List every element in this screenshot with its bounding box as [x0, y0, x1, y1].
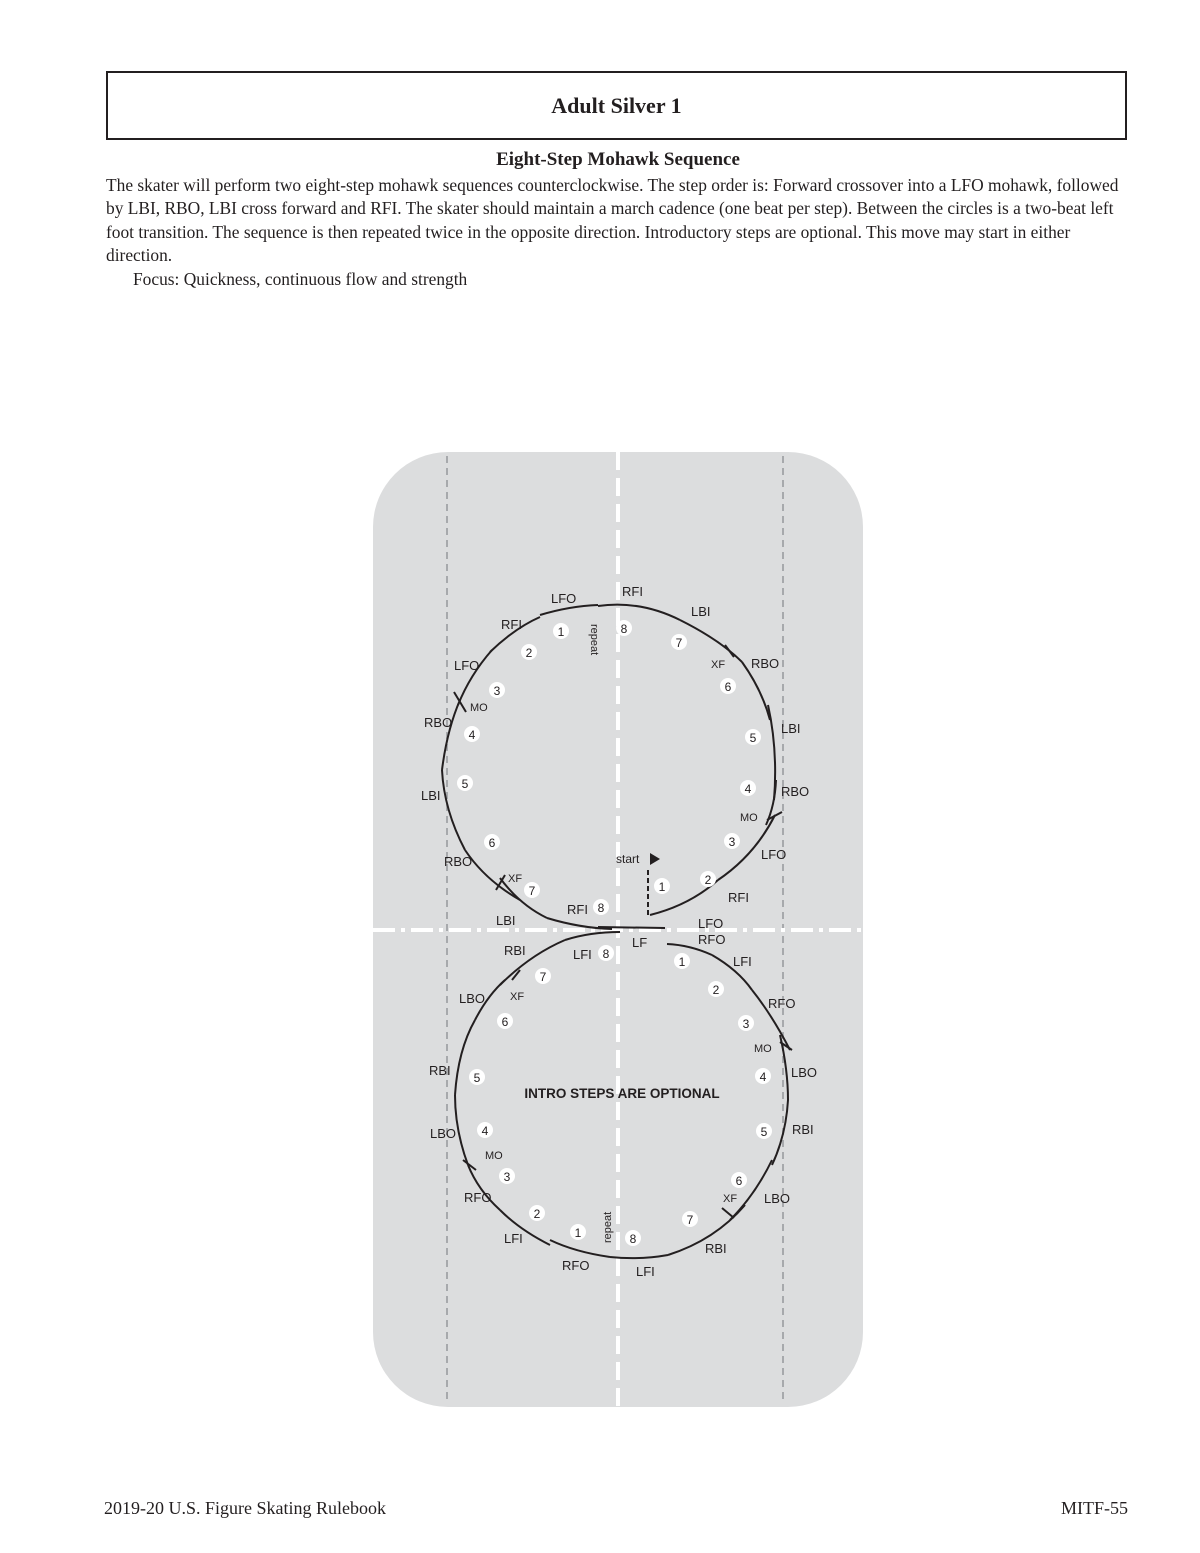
- label-lbi: LBI: [421, 788, 441, 803]
- label-rfo: RFO: [698, 932, 726, 947]
- label-lfi: LFI: [504, 1231, 523, 1246]
- edge-top-lfo-bottom: [598, 927, 665, 928]
- label-lbi: LBI: [496, 913, 516, 928]
- page-title: Adult Silver 1: [551, 93, 682, 118]
- label-lfi: LFI: [733, 954, 752, 969]
- label-rbi: RBI: [792, 1122, 814, 1137]
- transition-label: LF: [632, 935, 648, 950]
- svg-text:7: 7: [539, 970, 547, 984]
- label-lbo: LBO: [764, 1191, 791, 1206]
- step-badge: [553, 623, 569, 639]
- step-badge: [740, 780, 756, 796]
- note-mohawk: MO: [470, 702, 488, 714]
- label-lfo: LFO: [454, 658, 480, 673]
- svg-text:5: 5: [760, 1125, 768, 1139]
- step-badge: [671, 634, 687, 650]
- note-crossover: XF: [508, 873, 523, 885]
- label-rfo: RFO: [464, 1190, 492, 1205]
- svg-text:5: 5: [749, 731, 757, 745]
- step-badge: [616, 620, 632, 636]
- label-rfo: RFO: [768, 996, 796, 1011]
- step-badge: [497, 1013, 513, 1029]
- label-lfi: LFI: [636, 1264, 655, 1279]
- step-badge: [738, 1015, 754, 1031]
- label-rfi: RFI: [501, 617, 522, 632]
- repeat-label-top: repeat: [588, 624, 600, 656]
- step-badge: [654, 878, 670, 894]
- step-badge: [570, 1224, 586, 1240]
- step-badge: [700, 871, 716, 887]
- focus-line: Focus: Quickness, continuous flow and strength: [133, 268, 468, 289]
- svg-text:7: 7: [528, 884, 536, 898]
- svg-text:4: 4: [759, 1070, 767, 1084]
- intro-note: INTRO STEPS ARE OPTIONAL: [524, 1086, 720, 1101]
- svg-text:4: 4: [468, 728, 476, 742]
- svg-text:7: 7: [686, 1213, 694, 1227]
- svg-text:2: 2: [533, 1207, 541, 1221]
- label-lbo: LBO: [791, 1065, 818, 1080]
- svg-text:8: 8: [629, 1232, 637, 1246]
- label-rfi: RFI: [622, 584, 643, 599]
- label-rbo: RBO: [751, 656, 780, 671]
- label-lbo: LBO: [430, 1126, 457, 1141]
- svg-text:6: 6: [501, 1015, 509, 1029]
- note-crossover: XF: [510, 991, 525, 1003]
- svg-text:6: 6: [488, 836, 496, 850]
- label-rfo: RFO: [562, 1258, 590, 1273]
- step-badge: [731, 1172, 747, 1188]
- step-badge: [521, 644, 537, 660]
- description-paragraph: The skater will perform two eight-step mohawk sequences counterclockwise. The step order is: Forward crossover into a LFO mohawk, followed by LBI, RBO, LBI cross forward and RFI. The skater should maintain a march cadence (one beat per step). Between the circles is a two-beat left foot transition. The sequence is then repeated twice in the opposite direction. Introductory steps are optional. This move may start in either direction.: [106, 175, 1119, 266]
- label-rbo: RBO: [781, 784, 810, 799]
- svg-text:4: 4: [481, 1124, 489, 1138]
- step-badge: [477, 1122, 493, 1138]
- label-lbo: LBO: [459, 991, 486, 1006]
- svg-text:3: 3: [728, 835, 736, 849]
- label-rbo: RBO: [444, 854, 473, 869]
- label-rfi: RFI: [567, 902, 588, 917]
- label-rfi: RFI: [728, 890, 749, 905]
- step-badge: [469, 1069, 485, 1085]
- label-lfo: LFO: [551, 591, 577, 606]
- step-badge: [708, 981, 724, 997]
- svg-text:1: 1: [658, 880, 666, 894]
- step-badge: [524, 882, 540, 898]
- step-badge: [489, 682, 505, 698]
- label-lfi: LFI: [573, 947, 592, 962]
- svg-text:7: 7: [675, 636, 683, 650]
- step-badge: [529, 1205, 545, 1221]
- note-mohawk: MO: [754, 1043, 772, 1055]
- step-badge: [724, 833, 740, 849]
- svg-text:6: 6: [724, 680, 732, 694]
- svg-text:1: 1: [557, 625, 565, 639]
- step-badge: [755, 1068, 771, 1084]
- step-badge: [745, 729, 761, 745]
- svg-text:4: 4: [744, 782, 752, 796]
- note-mohawk: MO: [740, 812, 758, 824]
- svg-text:6: 6: [735, 1174, 743, 1188]
- note-crossover: XF: [711, 659, 726, 671]
- section-title: Eight-Step Mohawk Sequence: [496, 149, 740, 170]
- step-badge: [499, 1168, 515, 1184]
- svg-text:5: 5: [473, 1071, 481, 1085]
- label-rbi: RBI: [429, 1063, 451, 1078]
- label-lbi: LBI: [691, 604, 711, 619]
- repeat-label-bottom: repeat: [602, 1211, 614, 1243]
- step-badge: [598, 945, 614, 961]
- svg-text:2: 2: [712, 983, 720, 997]
- svg-text:3: 3: [493, 684, 501, 698]
- start-label: start: [616, 852, 640, 866]
- footer-page-number: MITF-55: [1061, 1498, 1128, 1518]
- svg-text:3: 3: [503, 1170, 511, 1184]
- step-badge: [756, 1123, 772, 1139]
- label-rbi: RBI: [504, 943, 526, 958]
- step-badge: [625, 1230, 641, 1246]
- note-crossover: XF: [723, 1193, 738, 1205]
- footer-source: 2019-20 U.S. Figure Skating Rulebook: [104, 1498, 386, 1518]
- step-badge: [682, 1211, 698, 1227]
- svg-text:1: 1: [574, 1226, 582, 1240]
- svg-text:8: 8: [620, 622, 628, 636]
- step-badge: [720, 678, 736, 694]
- label-lbi: LBI: [781, 721, 801, 736]
- svg-text:2: 2: [704, 873, 712, 887]
- label-lfo: LFO: [698, 916, 724, 931]
- svg-text:1: 1: [678, 955, 686, 969]
- label-rbo: RBO: [424, 715, 453, 730]
- step-badge: [593, 899, 609, 915]
- svg-text:8: 8: [602, 947, 610, 961]
- step-badge: [674, 953, 690, 969]
- svg-text:2: 2: [525, 646, 533, 660]
- step-badge: [464, 726, 480, 742]
- svg-text:5: 5: [461, 777, 469, 791]
- label-rbi: RBI: [705, 1241, 727, 1256]
- svg-text:3: 3: [742, 1017, 750, 1031]
- step-badge: [457, 775, 473, 791]
- svg-text:8: 8: [597, 901, 605, 915]
- note-mohawk: MO: [485, 1150, 503, 1162]
- label-lfo: LFO: [761, 847, 787, 862]
- step-badge: [535, 968, 551, 984]
- step-badge: [484, 834, 500, 850]
